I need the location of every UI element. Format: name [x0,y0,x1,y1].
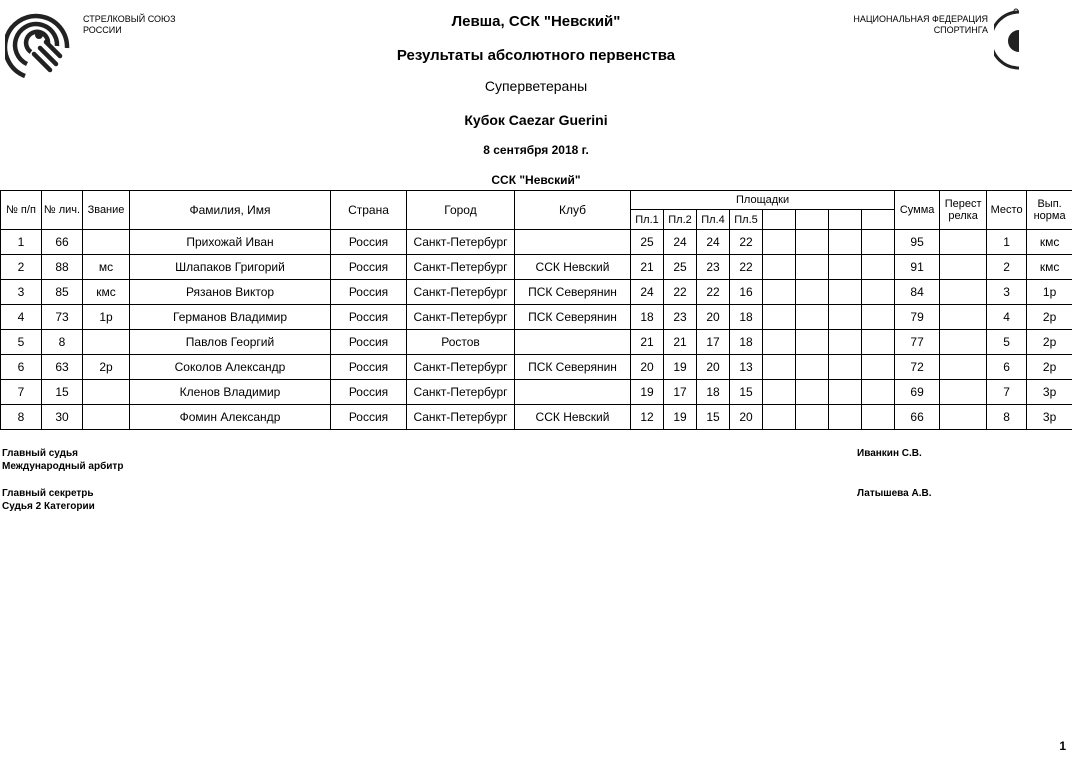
cell-range-5: 22 [730,230,763,255]
cell-club: ССК Невский [515,255,631,280]
cell-range-empty [829,355,862,380]
cell-range-empty [796,355,829,380]
cell-club: ПСК Северянин [515,305,631,330]
table-row [1,230,1072,255]
cell-club [515,230,631,255]
cell-place: 8 [987,405,1027,430]
cell-range-2: 22 [664,280,697,305]
cell-place: 7 [987,380,1027,405]
col-sum: Сумма [895,191,940,230]
cell-sum: 77 [895,330,940,355]
cell-pp: 4 [1,305,42,330]
cell-name: Соколов Александр [130,355,331,380]
cell-range-empty [862,280,895,305]
table-row [1,355,1072,380]
table-row [1,380,1072,405]
cell-place: 5 [987,330,1027,355]
col-range-5: Пл.5 [730,210,763,230]
cell-range-empty [796,330,829,355]
cell-norm: кмс [1027,230,1072,255]
page-title: Левша, ССК "Невский" [451,13,621,30]
cell-range-empty [763,305,796,330]
col-range-empty [862,210,895,230]
cell-shootoff [940,255,987,280]
org-right-line1: НАЦИОНАЛЬНАЯ ФЕДЕРАЦИЯ [853,14,988,24]
col-city: Город [407,191,515,230]
cell-name: Германов Владимир [130,305,331,330]
page-number: 1 [1059,739,1066,753]
cell-range-2: 17 [664,380,697,405]
cell-name: Шлапаков Григорий [130,255,331,280]
cell-range-4: 17 [697,330,730,355]
cell-sum: 72 [895,355,940,380]
cell-club [515,380,631,405]
cell-rank [83,230,130,255]
table-row [1,280,1072,305]
cell-sum: 66 [895,405,940,430]
cell-range-2: 23 [664,305,697,330]
cell-sum: 95 [895,230,940,255]
col-range-empty [829,210,862,230]
cell-pp: 5 [1,330,42,355]
cell-range-empty [763,255,796,280]
cell-lic: 15 [42,380,83,405]
cell-range-2: 19 [664,405,697,430]
col-shootoff: Перест релка [940,191,987,230]
cell-city: Санкт-Петербург [407,305,515,330]
cell-range-empty [862,305,895,330]
cell-range-empty [763,380,796,405]
cell-rank: 2р [83,355,130,380]
cell-norm: кмс [1027,255,1072,280]
col-place: Место [987,191,1027,230]
cell-pp: 7 [1,380,42,405]
cell-range-empty [829,280,862,305]
cell-range-1: 20 [631,355,664,380]
cell-range-empty [763,230,796,255]
cell-range-2: 25 [664,255,697,280]
cell-range-empty [796,380,829,405]
cell-range-empty [829,255,862,280]
cell-sum: 84 [895,280,940,305]
cell-range-4: 15 [697,405,730,430]
cell-range-5: 15 [730,380,763,405]
cell-range-4: 22 [697,280,730,305]
cell-lic: 73 [42,305,83,330]
venue-label: ССК "Невский" [491,173,581,187]
cell-name: Кленов Владимир [130,380,331,405]
cell-shootoff [940,380,987,405]
page-subtitle: Результаты абсолютного первенства [396,47,676,64]
cell-range-empty [862,330,895,355]
secretary-subtitle: Судья 2 Категории [2,501,95,512]
cell-shootoff [940,230,987,255]
org-left-line2: РОССИИ [83,25,122,35]
org-left-line1: СТРЕЛКОВЫЙ СОЮЗ [83,14,176,24]
cell-pp: 1 [1,230,42,255]
cell-shootoff [940,305,987,330]
cell-range-4: 20 [697,305,730,330]
table-row [1,305,1072,330]
cell-range-2: 19 [664,355,697,380]
cell-range-1: 18 [631,305,664,330]
cell-city: Санкт-Петербург [407,380,515,405]
cell-country: Россия [331,255,407,280]
cell-country: Россия [331,355,407,380]
cell-place: 4 [987,305,1027,330]
cell-lic: 88 [42,255,83,280]
secretary-title: Главный секретрь [2,488,94,499]
cell-range-5: 18 [730,330,763,355]
cell-rank [83,380,130,405]
cell-norm: 2р [1027,330,1072,355]
cell-range-empty [796,280,829,305]
col-norm: Вып. норма [1027,191,1072,230]
cell-range-5: 13 [730,355,763,380]
judge-block [2,447,123,473]
org-right-line2: СПОРТИНГА [933,25,988,35]
cell-name: Павлов Георгий [130,330,331,355]
cell-range-1: 21 [631,330,664,355]
header-row-top [1,191,1072,210]
cell-city: Санкт-Петербург [407,405,515,430]
cell-range-empty [763,330,796,355]
col-pp: № п/п [1,191,42,230]
cell-rank: 1р [83,305,130,330]
col-rank: Звание [83,191,130,230]
cell-range-4: 24 [697,230,730,255]
cell-lic: 66 [42,230,83,255]
cell-range-1: 24 [631,280,664,305]
cell-shootoff [940,355,987,380]
cell-range-empty [862,405,895,430]
cell-club [515,330,631,355]
cell-range-5: 16 [730,280,763,305]
cell-club: ПСК Северянин [515,280,631,305]
cell-range-empty [829,380,862,405]
cell-range-empty [796,405,829,430]
cell-range-4: 18 [697,380,730,405]
cell-rank: кмс [83,280,130,305]
cell-club: ПСК Северянин [515,355,631,380]
cell-range-empty [763,280,796,305]
cell-range-1: 25 [631,230,664,255]
cell-shootoff [940,405,987,430]
cell-place: 3 [987,280,1027,305]
cell-shootoff [940,330,987,355]
cell-city: Санкт-Петербург [407,355,515,380]
cell-city: Ростов [407,330,515,355]
cell-range-2: 24 [664,230,697,255]
cell-range-empty [829,405,862,430]
cell-range-empty [829,230,862,255]
cell-range-empty [862,355,895,380]
cell-range-empty [763,405,796,430]
cell-range-1: 21 [631,255,664,280]
cell-range-empty [862,380,895,405]
cell-name: Фомин Александр [130,405,331,430]
judge-subtitle: Международный арбитр [2,461,124,472]
cup-label: Кубок Caezar Guerini [464,112,608,128]
col-club: Клуб [515,191,631,230]
cell-range-5: 18 [730,305,763,330]
cell-place: 6 [987,355,1027,380]
cell-range-empty [862,230,895,255]
table-row [1,255,1072,280]
cell-range-empty [829,305,862,330]
cell-rank [83,405,130,430]
cell-name: Рязанов Виктор [130,280,331,305]
cell-range-5: 20 [730,405,763,430]
cell-city: Санкт-Петербург [407,280,515,305]
secretary-block [2,487,95,513]
col-country: Страна [331,191,407,230]
cell-range-empty [829,330,862,355]
cell-range-4: 20 [697,355,730,380]
cell-place: 1 [987,230,1027,255]
cell-pp: 6 [1,355,42,380]
cell-sum: 91 [895,255,940,280]
cell-country: Россия [331,305,407,330]
cell-country: Россия [331,280,407,305]
cell-norm: 3р [1027,405,1072,430]
judge-name: Иванкин С.В. [857,448,922,459]
col-lic: № лич. [42,191,83,230]
cell-norm: 1р [1027,280,1072,305]
cell-range-empty [763,355,796,380]
col-range-4: Пл.4 [697,210,730,230]
cell-sum: 69 [895,380,940,405]
cell-range-empty [796,305,829,330]
cell-pp: 2 [1,255,42,280]
cell-range-5: 22 [730,255,763,280]
cell-range-2: 21 [664,330,697,355]
cell-country: Россия [331,380,407,405]
col-range-empty [796,210,829,230]
cell-city: Санкт-Петербург [407,255,515,280]
cell-range-1: 19 [631,380,664,405]
cell-range-empty [796,230,829,255]
cell-lic: 8 [42,330,83,355]
cell-club: ССК Невский [515,405,631,430]
cell-range-empty [796,255,829,280]
cell-rank: мс [83,255,130,280]
cell-name: Прихожай Иван [130,230,331,255]
col-range-empty [763,210,796,230]
cell-place: 2 [987,255,1027,280]
cell-norm: 3р [1027,380,1072,405]
cell-range-4: 23 [697,255,730,280]
category-label: Суперветераны [484,78,588,94]
cell-pp: 3 [1,280,42,305]
table-row [1,330,1072,355]
secretary-name: Латышева А.В. [857,488,932,499]
cell-sum: 79 [895,305,940,330]
date-label: 8 сентября 2018 г. [483,143,589,157]
cell-country: Россия [331,330,407,355]
col-ranges: Площадки [631,191,895,210]
cell-country: Россия [331,405,407,430]
cell-pp: 8 [1,405,42,430]
cell-rank [83,330,130,355]
col-name: Фамилия, Имя [130,191,331,230]
cell-lic: 85 [42,280,83,305]
cell-country: Россия [331,230,407,255]
cell-lic: 63 [42,355,83,380]
cell-norm: 2р [1027,305,1072,330]
cell-norm: 2р [1027,355,1072,380]
cell-range-1: 12 [631,405,664,430]
table-row [1,405,1072,430]
results-table [0,190,1072,430]
cell-city: Санкт-Петербург [407,230,515,255]
col-range-1: Пл.1 [631,210,664,230]
cell-range-empty [862,255,895,280]
cell-lic: 30 [42,405,83,430]
judge-title: Главный судья [2,448,78,459]
col-range-2: Пл.2 [664,210,697,230]
cell-shootoff [940,280,987,305]
